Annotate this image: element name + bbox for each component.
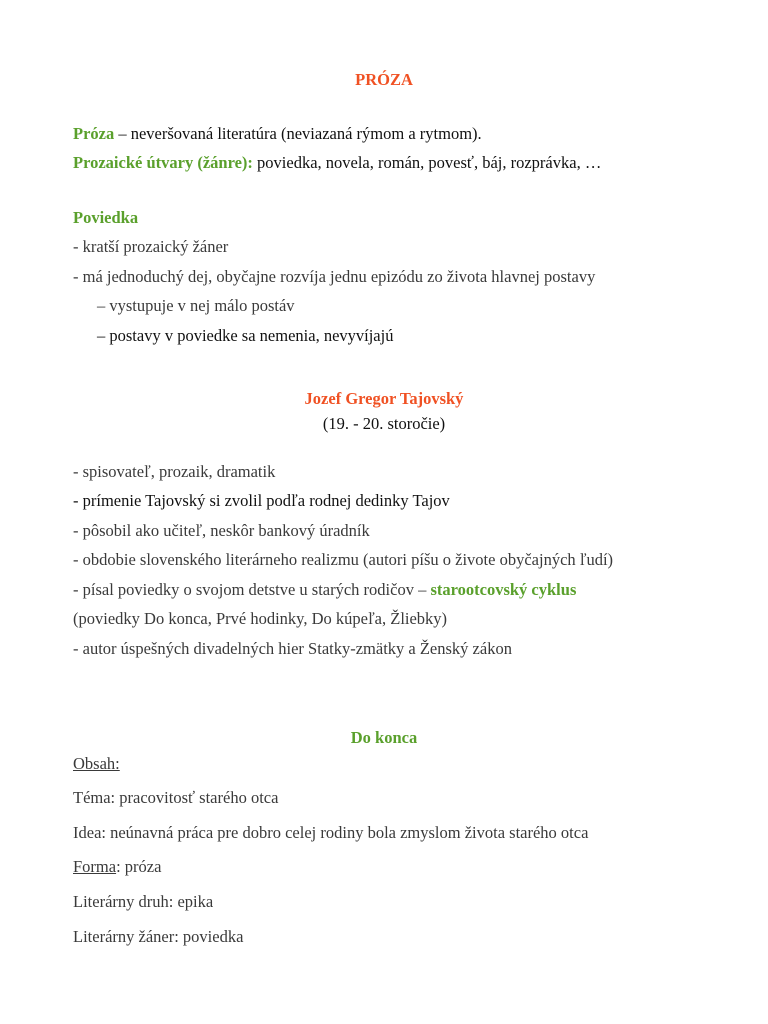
author-item: - spisovateľ, prozaik, dramatik [73, 462, 276, 481]
poviedka-heading: Poviedka [73, 208, 139, 227]
author-plays: - autor úspešných divadelných hier Statky-zmätky a Ženský zákon [73, 639, 512, 658]
cycle-name: starootcovský cyklus [430, 580, 577, 599]
poviedka-item: - kratší prozaický žáner [73, 237, 229, 256]
obsah-label: Obsah: [73, 754, 120, 773]
proza-def: – neveršovaná literatúra (neviazaná rýmom a rytmom). [114, 124, 482, 143]
cycle-works: (poviedky Do konca, Prvé hodinky, Do kúpeľa, Žliebky) [73, 609, 448, 628]
page-title: PRÓZA [355, 70, 413, 89]
author-item: - obdobie slovenského literárneho realizmu (autori píšu o živote obyčajných ľudí) [73, 550, 614, 569]
forma-label: Forma [73, 857, 117, 876]
author-cycle-line [73, 580, 576, 600]
utvary-definition [73, 153, 601, 173]
poviedka-item: - má jednoduchý dej, obyčajne rozvíja jednu epizódu zo života hlavnej postavy [73, 267, 596, 286]
idea-line: Idea: neúnavná práca pre dobro celej rodiny bola zmyslom života starého otca [73, 823, 589, 842]
druh-line: Literárny druh: epika [73, 892, 214, 911]
tema-line: Téma: pracovitosť starého otca [73, 788, 279, 807]
proza-definition [73, 124, 482, 144]
zaner-line: Literárny žáner: poviedka [73, 927, 244, 946]
poviedka-subitem: – postavy v poviedke sa nemenia, nevyvíjajú [97, 326, 394, 345]
poviedka-subitem: – vystupuje v nej málo postáv [97, 296, 295, 315]
cycle-prefix: - písal poviedky o svojom detstve u starých rodičov – [73, 580, 431, 599]
forma-line [73, 857, 161, 877]
proza-term: Próza [73, 124, 115, 143]
author-item: - pôsobil ako učiteľ, neskôr bankový úradník [73, 521, 370, 540]
author-name: Jozef Gregor Tajovský [304, 389, 464, 408]
work-title: Do konca [350, 728, 418, 747]
author-period: (19. - 20. storočie) [322, 414, 446, 433]
utvary-def: poviedka, novela, román, povesť, báj, rozprávka, … [252, 153, 602, 172]
author-item: - prímenie Tajovský si zvolil podľa rodnej dedinky Tajov [73, 491, 450, 510]
forma-value: : próza [116, 857, 162, 876]
utvary-term: Prozaické útvary (žánre): [73, 153, 253, 172]
